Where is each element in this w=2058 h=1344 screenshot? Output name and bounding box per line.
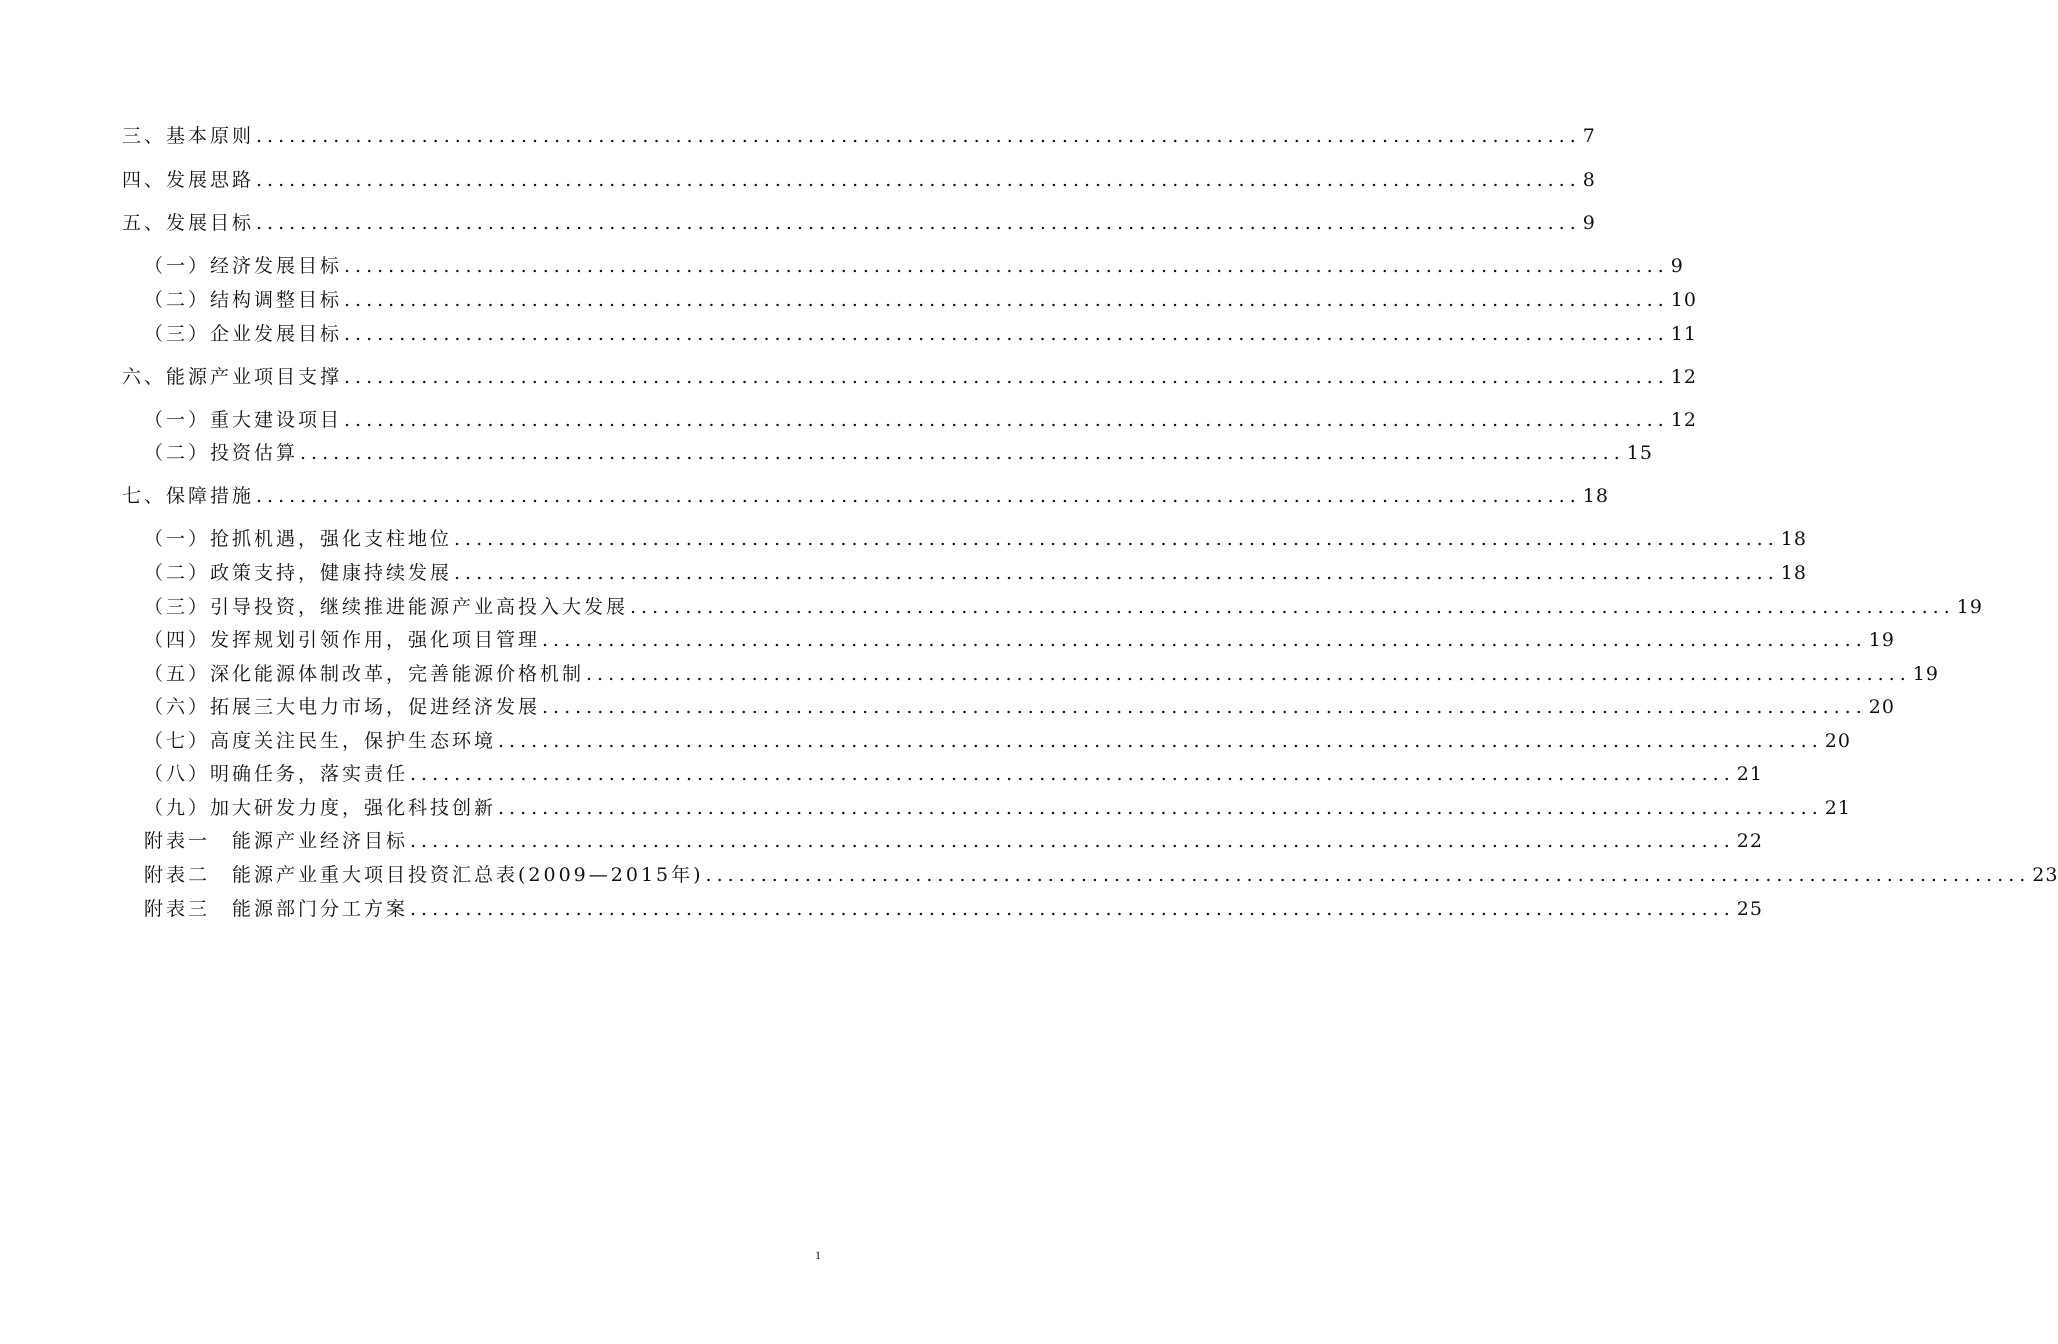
toc-entry-page: 7 [1582, 125, 1596, 147]
toc-entry[interactable] [144, 314, 1697, 345]
toc-leader-dots: ........................................................................................................................ [256, 212, 1581, 234]
toc-entry[interactable] [122, 476, 1609, 507]
toc-leader-dots: ........................................................................................................................ [410, 898, 1735, 920]
toc-entry-label: （一）抢抓机遇，强化支柱地位 [144, 528, 453, 550]
toc-leader-dots: ........................................................................................................................ [344, 366, 1669, 388]
toc-entry-label: 六、能源产业项目支撑 [122, 366, 343, 388]
toc-entry[interactable] [144, 889, 1763, 920]
toc-entry-page: 9 [1670, 255, 1684, 277]
toc-entry-page: 9 [1582, 212, 1596, 234]
toc-leader-dots: ........................................................................................................................ [344, 255, 1669, 277]
toc-entry-page: 22 [1736, 830, 1763, 852]
toc-entry-label: （一）经济发展目标 [144, 255, 343, 277]
toc-entry-page: 21 [1824, 797, 1851, 819]
toc-entry-page: 20 [1868, 696, 1895, 718]
toc-entry[interactable] [144, 400, 1697, 431]
toc-entry-page: 25 [1736, 898, 1763, 920]
toc-entry-label: （二）政策支持，健康持续发展 [144, 562, 453, 584]
toc-leader-dots: ........................................................................................................................ [454, 562, 1779, 584]
toc-entry-page: 18 [1582, 485, 1609, 507]
toc-entry-label: （六）拓展三大电力市场，促进经济发展 [144, 696, 541, 718]
toc-leader-dots: ........................................................................................................................ [498, 730, 1823, 752]
toc-entry[interactable] [122, 116, 1596, 147]
toc-leader-dots: ........................................................................................................................ [454, 528, 1779, 550]
toc-entry-label: 附表二 能源产业重大项目投资汇总表(2009—2015年) [144, 864, 704, 886]
toc-entry-label: 四、发展思路 [122, 169, 255, 191]
toc-entry-label: （五）深化能源体制改革，完善能源价格机制 [144, 663, 585, 685]
toc-entry-label: （二）结构调整目标 [144, 289, 343, 311]
toc-leader-dots: ........................................................................................................................ [344, 323, 1669, 345]
toc-entry-page: 15 [1626, 442, 1653, 464]
toc-leader-dots: ........................................................................................................................ [542, 696, 1867, 718]
toc-leader-dots: ........................................................................................................................ [344, 409, 1669, 431]
toc-entry-label: 五、发展目标 [122, 212, 255, 234]
toc-entry[interactable] [122, 203, 1596, 234]
toc-entry-page: 20 [1824, 730, 1851, 752]
toc-leader-dots: ........................................................................................................................ [256, 125, 1581, 147]
toc-leader-dots: ........................................................................................................................ [410, 763, 1735, 785]
toc-entry[interactable] [144, 687, 1895, 718]
toc-leader-dots: ........................................................................................................................ [344, 289, 1669, 311]
toc-leader-dots: ........................................................................................................................ [256, 169, 1581, 191]
toc-entry-page: 18 [1780, 528, 1807, 550]
toc-entry-page: 18 [1780, 562, 1807, 584]
toc-entry-label: 附表三 能源部门分工方案 [144, 898, 409, 920]
toc-leader-dots: ........................................................................................................................ [630, 596, 1955, 618]
toc-entry-label: （三）引导投资，继续推进能源产业高投入大发展 [144, 596, 629, 618]
toc-leader-dots: ........................................................................................................................ [586, 663, 1911, 685]
toc-entry[interactable] [144, 821, 1763, 852]
toc-entry-page: 19 [1956, 596, 1983, 618]
toc-entry[interactable] [144, 788, 1851, 819]
toc-entry[interactable] [122, 357, 1697, 388]
toc-entry[interactable] [144, 754, 1763, 785]
toc-entry-label: （四）发挥规划引领作用，强化项目管理 [144, 629, 541, 651]
toc-entry-page: 19 [1868, 629, 1895, 651]
toc-entry-page: 23 [2032, 864, 2058, 886]
toc-leader-dots: ........................................................................................................................ [705, 864, 2031, 886]
toc-entry[interactable] [144, 433, 1653, 464]
toc-leader-dots: ........................................................................................................................ [256, 485, 1581, 507]
toc-entry-label: 三、基本原则 [122, 125, 255, 147]
toc-entry[interactable] [144, 721, 1851, 752]
toc-entry-label: （七）高度关注民生，保护生态环境 [144, 730, 497, 752]
toc-entry-page: 8 [1582, 169, 1596, 191]
toc-leader-dots: ........................................................................................................................ [542, 629, 1867, 651]
toc-entry-page: 10 [1670, 289, 1697, 311]
toc-entry[interactable] [144, 620, 1895, 651]
toc-entry[interactable] [144, 553, 1807, 584]
toc-leader-dots: ........................................................................................................................ [300, 442, 1625, 464]
toc-entry-label: （八）明确任务，落实责任 [144, 763, 409, 785]
toc-leader-dots: ........................................................................................................................ [498, 797, 1823, 819]
toc-entry-page: 12 [1670, 409, 1697, 431]
toc-entry-page: 19 [1912, 663, 1939, 685]
toc-entry[interactable] [144, 280, 1697, 311]
toc-entry[interactable] [144, 855, 2058, 886]
toc-entry[interactable] [144, 519, 1807, 550]
toc-entry[interactable] [144, 587, 1983, 618]
toc-entry[interactable] [144, 654, 1939, 685]
toc-entry-label: （九）加大研发力度，强化科技创新 [144, 797, 497, 819]
toc-entry[interactable] [144, 246, 1684, 277]
toc-entry-label: 附表一 能源产业经济目标 [144, 830, 409, 852]
toc-entry-label: （三）企业发展目标 [144, 323, 343, 345]
toc-entry[interactable] [122, 160, 1596, 191]
toc-entry-label: 七、保障措施 [122, 485, 255, 507]
toc-entry-page: 11 [1670, 323, 1697, 345]
toc-entry-page: 21 [1736, 763, 1763, 785]
toc-entry-page: 12 [1670, 366, 1697, 388]
toc-entry-label: （二）投资估算 [144, 442, 299, 464]
toc-leader-dots: ........................................................................................................................ [410, 830, 1735, 852]
toc-entry-label: （一）重大建设项目 [144, 409, 343, 431]
page-number: 1 [815, 1248, 821, 1262]
